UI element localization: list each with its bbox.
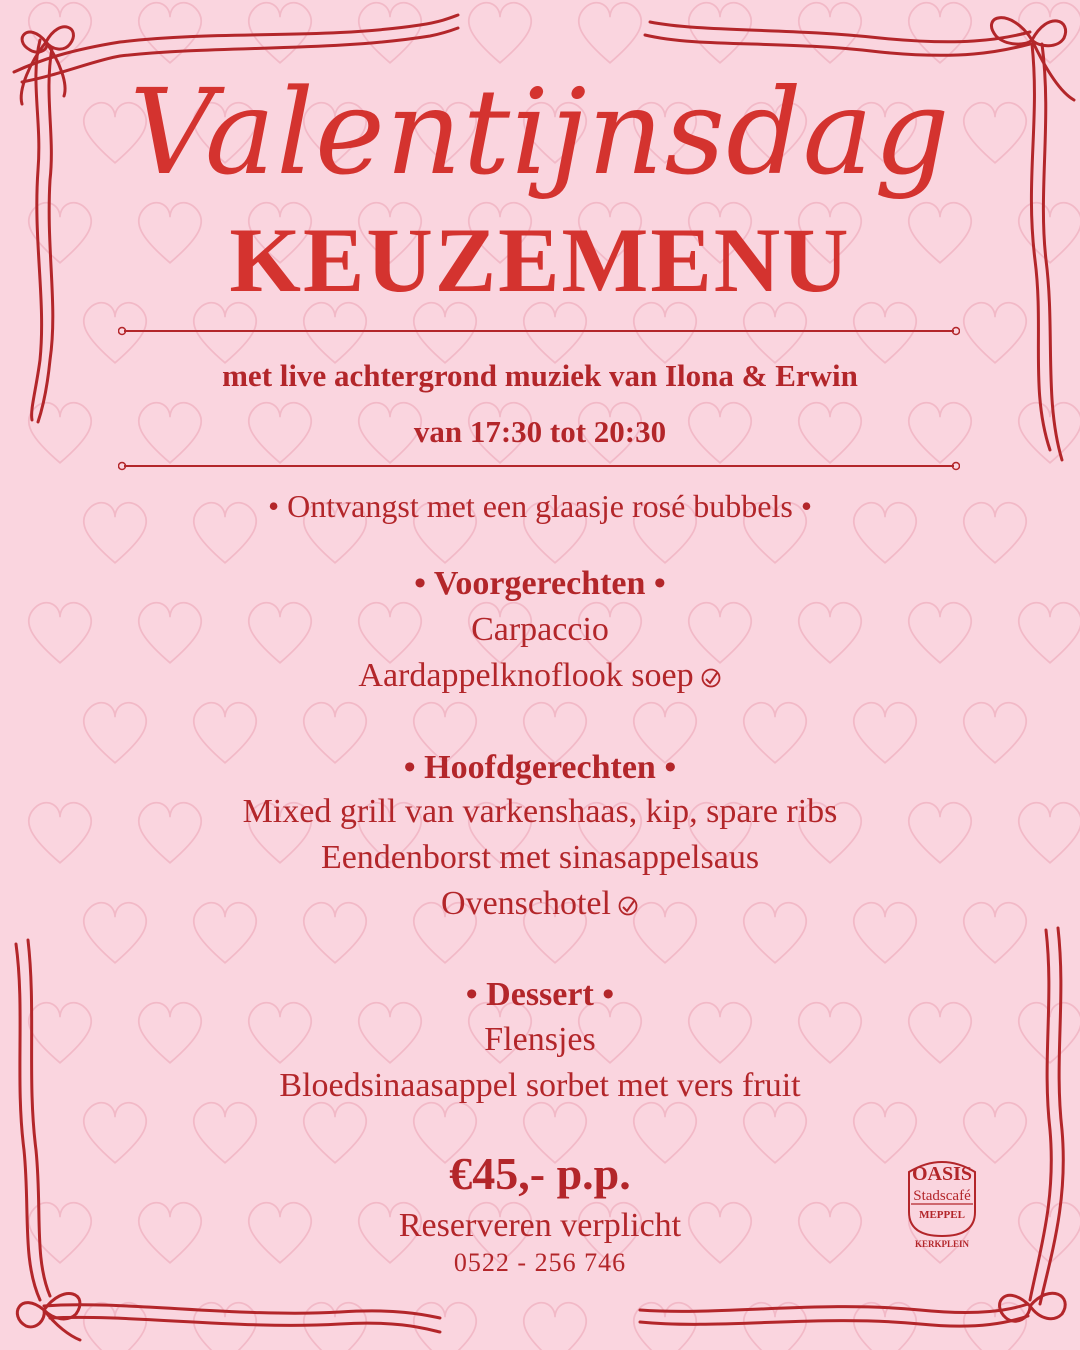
phone-number: 0522 - 256 746 — [453, 1248, 627, 1277]
menu-item-label: Eendenborst met sinasappelsaus — [320, 839, 760, 876]
divider-bottom — [118, 461, 960, 471]
reception-note: • Ontvangst met een glaasje rosé bubbels • — [267, 488, 813, 524]
title-script: Valentijnsdag — [129, 63, 951, 201]
menu-item-label: Bloedsinaasappel sorbet met vers fruit — [279, 1067, 801, 1104]
divider-top — [118, 326, 960, 336]
menu-item-label: Ovenschotel — [441, 885, 611, 922]
logo-text-kerkplein: KERKPLEIN — [914, 1239, 970, 1249]
menu-item — [0, 881, 1080, 927]
opening-hours: van 17:30 tot 20:30 — [413, 414, 667, 449]
menu-item-label: Mixed grill van varkenshaas, kip, spare ribs — [242, 793, 838, 830]
menu-item-label: Carpaccio — [471, 611, 609, 648]
oasis-logo — [897, 1150, 987, 1250]
logo-text-oasis: OASIS — [911, 1163, 973, 1185]
vegetarian-icon — [617, 895, 639, 917]
section-heading-mains: • Hoofdgerechten • — [403, 749, 677, 786]
menu-item-label: Flensjes — [484, 1021, 596, 1058]
menu-item — [0, 1063, 1080, 1109]
section-heading-starters: • Voorgerechten • — [414, 565, 666, 602]
price: €45,- p.p. — [449, 1148, 631, 1199]
logo-text-meppel: MEPPEL — [919, 1209, 965, 1221]
menu-item — [0, 789, 1080, 835]
logo-text-stadscafe: Stadscafé — [913, 1188, 971, 1204]
section-heading-dessert: • Dessert • — [465, 976, 615, 1013]
menu-item — [0, 1017, 1080, 1063]
menu-item — [0, 607, 1080, 653]
menu-item — [0, 835, 1080, 881]
title-caps: KEUZEMENU — [229, 209, 851, 311]
reservation-note: Reserveren verplicht — [398, 1207, 682, 1244]
vegetarian-icon — [700, 667, 722, 689]
subtitle-live-music: met live achtergrond muziek van Ilona & Erwin — [222, 358, 858, 393]
menu-item — [0, 653, 1080, 699]
menu-item-label: Aardappelknoflook soep — [358, 657, 694, 694]
